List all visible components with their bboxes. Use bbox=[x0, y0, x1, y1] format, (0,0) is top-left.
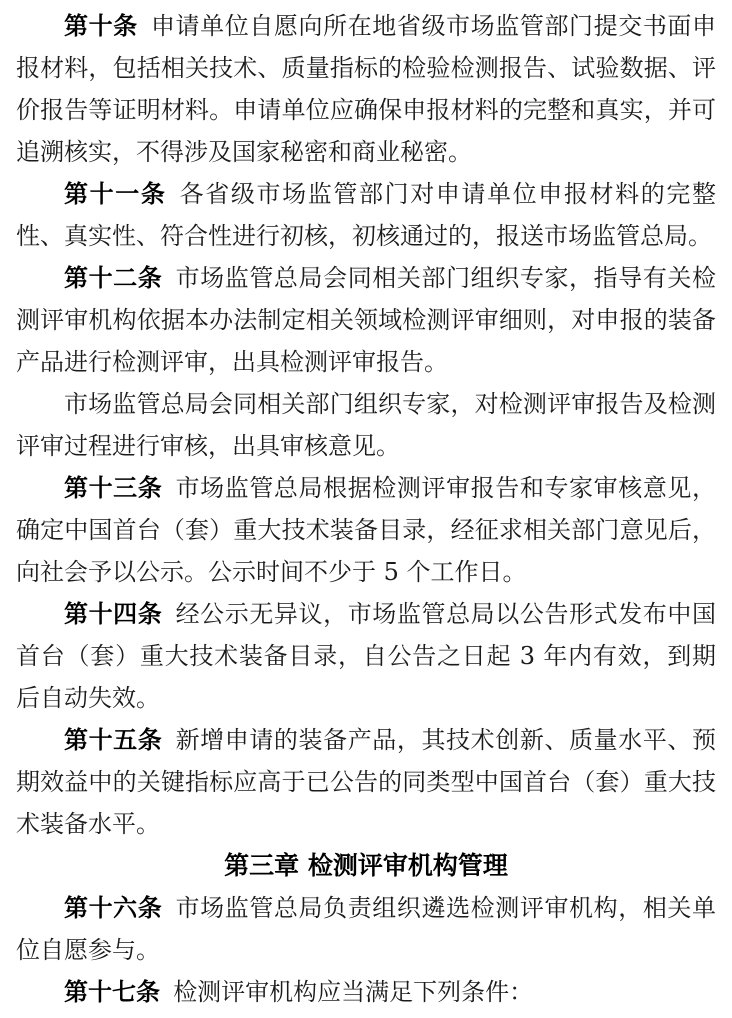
article-text: 市场监管总局根据检测评审报告和专家审核意见，确定中国首台（套）重大技术装备目录，经征求相关部门意见后，向社会予以公示。公示时间不少于 5 个工作日。 bbox=[16, 474, 717, 586]
article-number: 第十二条 bbox=[64, 264, 163, 292]
article-paragraph bbox=[16, 173, 716, 257]
article-paragraph bbox=[16, 971, 716, 1013]
article-number: 第十一条 bbox=[64, 180, 167, 208]
chapter-heading: 第三章 检测评审机构管理 bbox=[224, 851, 508, 880]
article-paragraph bbox=[16, 5, 716, 173]
article-paragraph bbox=[16, 719, 716, 845]
article-paragraph bbox=[16, 467, 716, 593]
article-text: 检测评审机构应当满足下列条件： bbox=[173, 978, 534, 1006]
article-text: 市场监管总局负责组织遴选检测评审机构，相关单位自愿参与。 bbox=[16, 894, 717, 964]
article-text: 新增申请的装备产品，其技术创新、质量水平、预期效益中的关键指标应高于已公告的同类型中国首台（套）重大技术装备水平。 bbox=[16, 726, 717, 838]
article-text: 各省级市场监管部门对申请单位申报材料的完整性、真实性、符合性进行初核，初核通过的，报送市场监管总局。 bbox=[16, 180, 716, 250]
article-number: 第十七条 bbox=[64, 978, 160, 1006]
article-paragraph bbox=[16, 257, 716, 383]
article-text: 市场监管总局会同相关部门组织专家，对检测评审报告及检测评审过程进行审核，出具审核意见。 bbox=[16, 390, 716, 460]
body-paragraph bbox=[16, 383, 716, 467]
article-text: 经公示无异议，市场监管总局以公告形式发布中国首台（套）重大技术装备目录，自公告之日起 3 年内有效，到期后自动失效。 bbox=[16, 600, 717, 712]
article-text: 市场监管总局会同相关部门组织专家，指导有关检测评审机构依据本办法制定相关领域检测评审细则，对申报的装备产品进行检测评审，出具检测评审报告。 bbox=[16, 264, 717, 376]
article-number: 第十六条 bbox=[64, 894, 163, 922]
article-paragraph bbox=[16, 593, 716, 719]
article-number: 第十条 bbox=[64, 12, 138, 40]
article-number: 第十三条 bbox=[64, 474, 163, 502]
article-text: 申请单位自愿向所在地省级市场监管部门提交书面申报材料，包括相关技术、质量指标的检验检测报告、试验数据、评价报告等证明材料。申请单位应确保申报材料的完整和真实，并可追溯核实，不得涉及国家秘密和商业秘密。 bbox=[16, 12, 717, 166]
article-number: 第十五条 bbox=[64, 726, 163, 754]
article-paragraph bbox=[16, 887, 716, 971]
article-number: 第十四条 bbox=[64, 600, 163, 628]
